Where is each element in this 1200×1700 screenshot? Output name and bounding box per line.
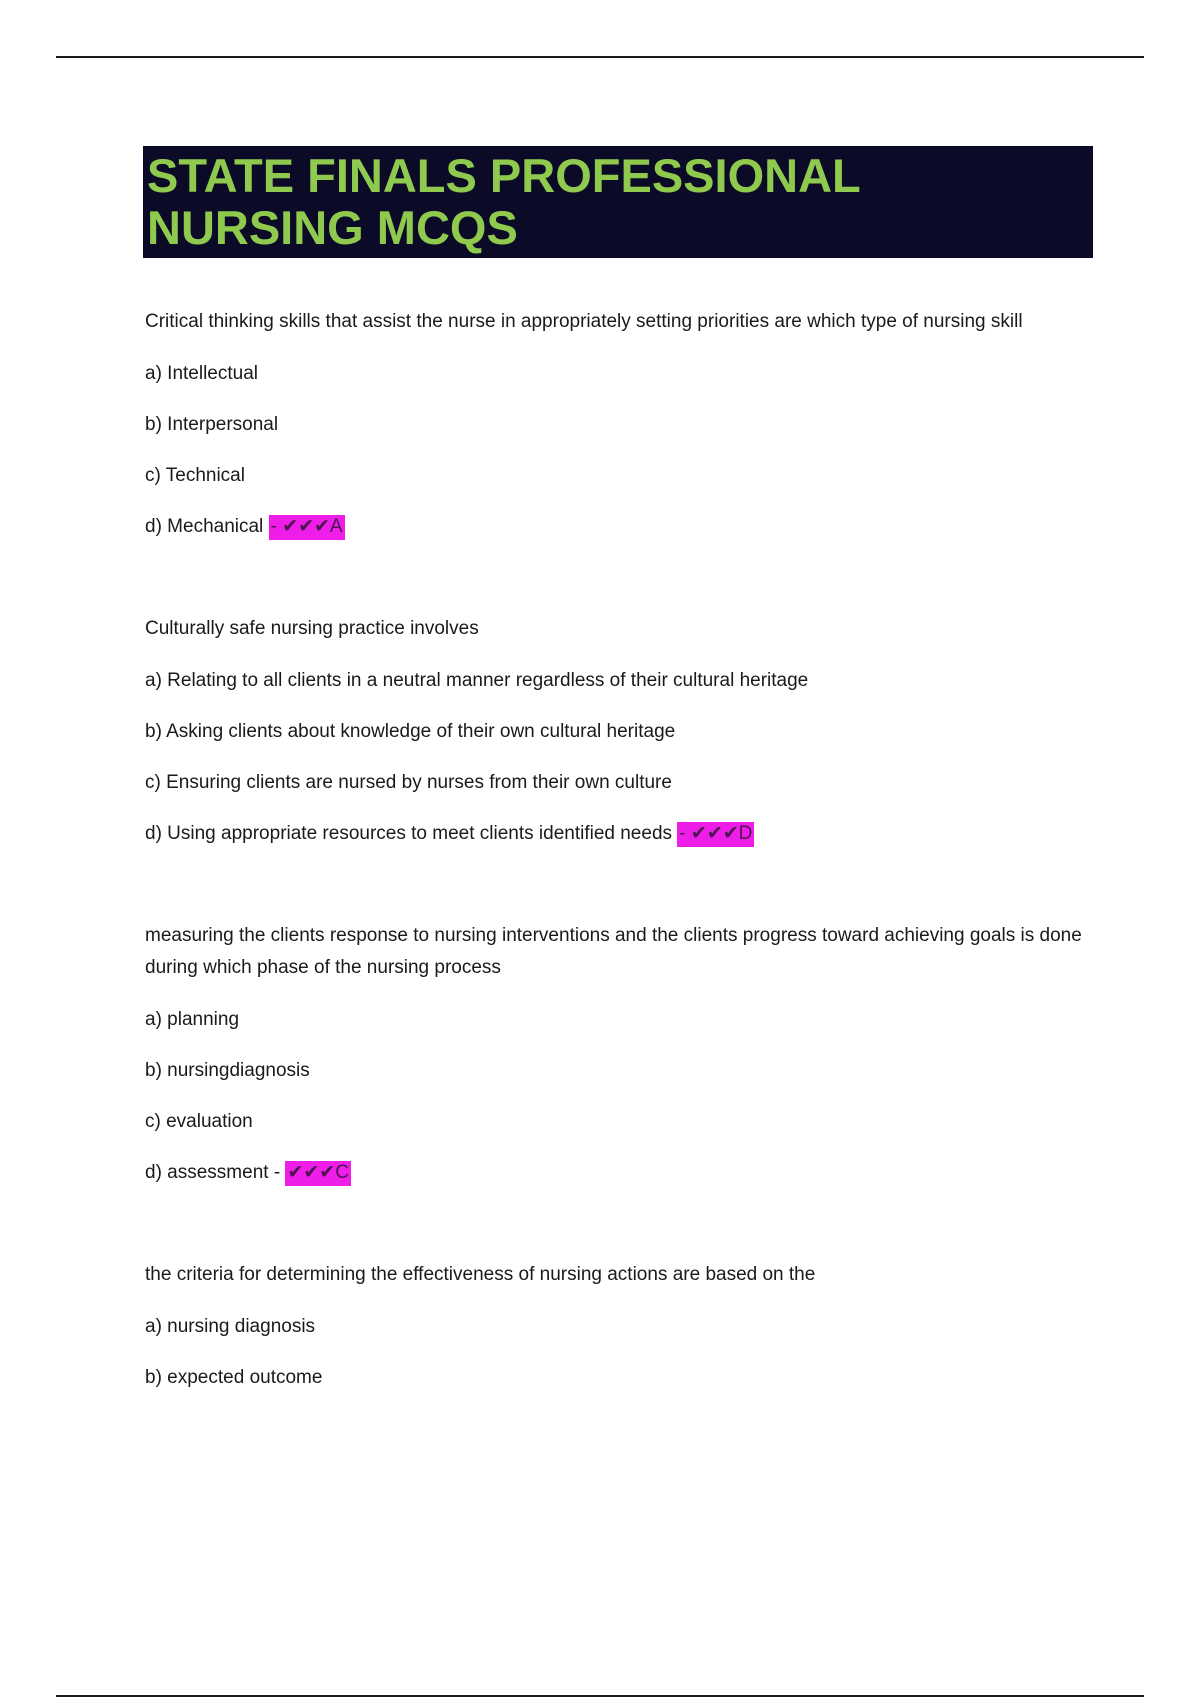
title-line-2: NURSING MCQS [147, 201, 518, 254]
option-b: b) Asking clients about knowledge of their own cultural heritage [145, 721, 676, 742]
option-a: a) nursing diagnosis [145, 1316, 316, 1337]
question-text: the criteria for determining the effectiveness of nursing actions are based on the [145, 1264, 816, 1285]
option-b: b) expected outcome [145, 1367, 323, 1388]
option-d [145, 511, 1085, 543]
answer-separator: - [268, 1162, 286, 1183]
answer-highlight: ✔✔✔C [285, 1161, 350, 1186]
question-list [145, 306, 1085, 1394]
bottom-rule [56, 1695, 1144, 1697]
option-d [145, 818, 1085, 850]
answer-highlight: - ✔✔✔A [269, 515, 345, 540]
option-a: a) planning [145, 1009, 240, 1030]
question-2 [145, 613, 1085, 850]
top-rule [56, 56, 1144, 58]
answer-highlight: - ✔✔✔D [677, 822, 754, 847]
option-b: b) Interpersonal [145, 414, 279, 435]
option-b: b) nursingdiagnosis [145, 1060, 310, 1081]
option-c: c) evaluation [145, 1111, 253, 1132]
option-c: c) Ensuring clients are nursed by nurses from their own culture [145, 772, 672, 793]
option-d-text: d) Using appropriate resources to meet clients identified needs [145, 823, 673, 844]
document-title [143, 146, 1093, 258]
option-c: c) Technical [145, 465, 245, 486]
question-4 [145, 1259, 1085, 1394]
question-text: Critical thinking skills that assist the nurse in appropriately setting priorities are which type of nursing skill [145, 311, 1023, 332]
question-text: measuring the clients response to nursing interventions and the clients progress toward achieving goals is done during which phase of the nursing process [145, 925, 1082, 978]
title-line-1: STATE FINALS PROFESSIONAL [147, 149, 861, 202]
question-3 [145, 920, 1085, 1189]
answer-separator [263, 516, 268, 537]
option-a: a) Intellectual [145, 363, 259, 384]
question-1 [145, 306, 1085, 543]
option-d [145, 1157, 1085, 1189]
option-d-text: d) Mechanical [145, 516, 264, 537]
option-a: a) Relating to all clients in a neutral manner regardless of their cultural heritage [145, 670, 809, 691]
option-d-text: d) assessment [145, 1162, 269, 1183]
question-text: Culturally safe nursing practice involves [145, 618, 479, 639]
